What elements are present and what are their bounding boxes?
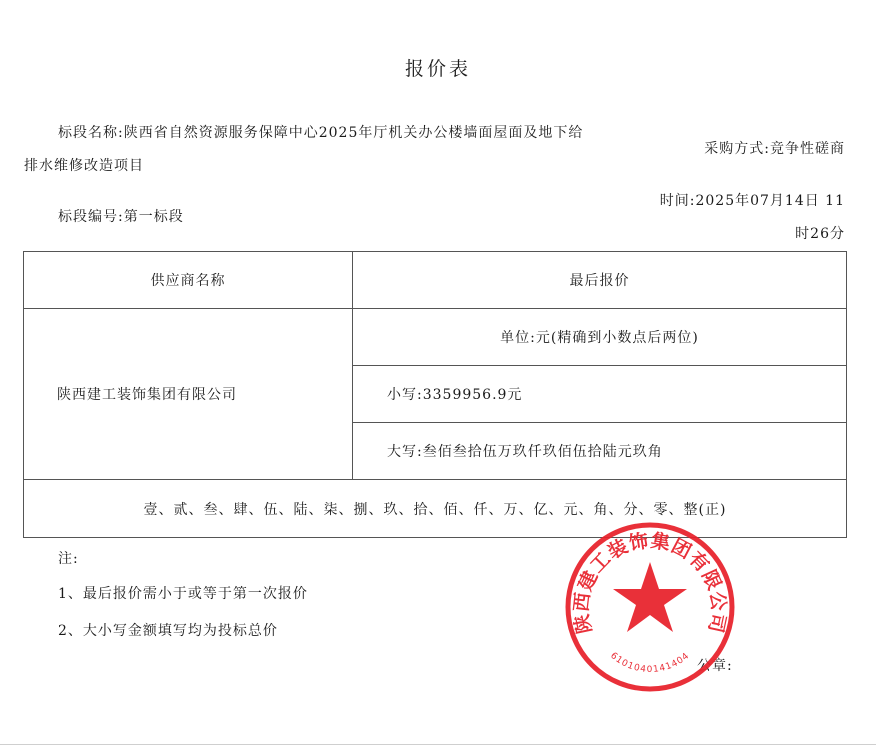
- numerals-reference: 壹、贰、叁、肆、伍、陆、柒、捌、玖、拾、佰、仟、万、亿、元、角、分、零、整(正): [24, 480, 847, 538]
- time-label: 时间:: [659, 193, 696, 209]
- lower-amount-value: 3359956.9元: [422, 387, 523, 403]
- section-name-line1: [58, 122, 583, 142]
- procurement-value: 竞争性磋商: [770, 141, 845, 157]
- table-row: [24, 309, 847, 366]
- upper-amount-label: 大写:: [387, 444, 423, 460]
- stamp-label: 公章:: [697, 658, 733, 674]
- page-bottom-divider: [0, 744, 876, 745]
- header-supplier: 供应商名称: [24, 252, 353, 309]
- section-number-value: 第一标段: [123, 209, 184, 225]
- notes-heading: 注:: [58, 551, 79, 567]
- section-name-label: 标段名称:: [58, 125, 124, 141]
- section-number: [58, 206, 184, 226]
- time-value-1: 2025年07月14日 11: [695, 193, 845, 209]
- section-name-value-1: 陕西省自然资源服务保障中心2025年厅机关办公楼墙面屋面及地下给: [123, 125, 584, 141]
- lower-amount-cell: [353, 366, 847, 423]
- time-line1: [660, 190, 845, 210]
- time-value-2: 时26分: [795, 226, 845, 242]
- seal-company-text: 陕西建工装饰集团有限公司: [570, 529, 730, 636]
- company-seal: [565, 522, 735, 692]
- page-title: 报价表: [404, 58, 471, 80]
- lower-amount-label: 小写:: [387, 387, 423, 403]
- note-2: 2、大小写金额填写均为投标总价: [58, 623, 278, 639]
- quote-table: [23, 251, 847, 538]
- upper-amount-value: 叁佰叁拾伍万玖仟玖佰伍拾陆元玖角: [422, 444, 663, 460]
- supplier-name: 陕西建工装饰集团有限公司: [24, 309, 353, 480]
- unit-note: 单位:元(精确到小数点后两位): [353, 309, 847, 366]
- table-header-row: [24, 252, 847, 309]
- procurement-label: 采购方式:: [704, 141, 770, 157]
- procurement-method: [704, 138, 845, 158]
- section-number-label: 标段编号:: [58, 209, 124, 225]
- header-price: 最后报价: [353, 252, 847, 309]
- seal-code-text: 6101040141404: [608, 650, 692, 676]
- note-1: 1、最后报价需小于或等于第一次报价: [58, 586, 308, 602]
- seal-star-icon: [613, 562, 687, 632]
- section-name-value-2: 排水维修改造项目: [24, 158, 144, 174]
- upper-amount-cell: [353, 423, 847, 480]
